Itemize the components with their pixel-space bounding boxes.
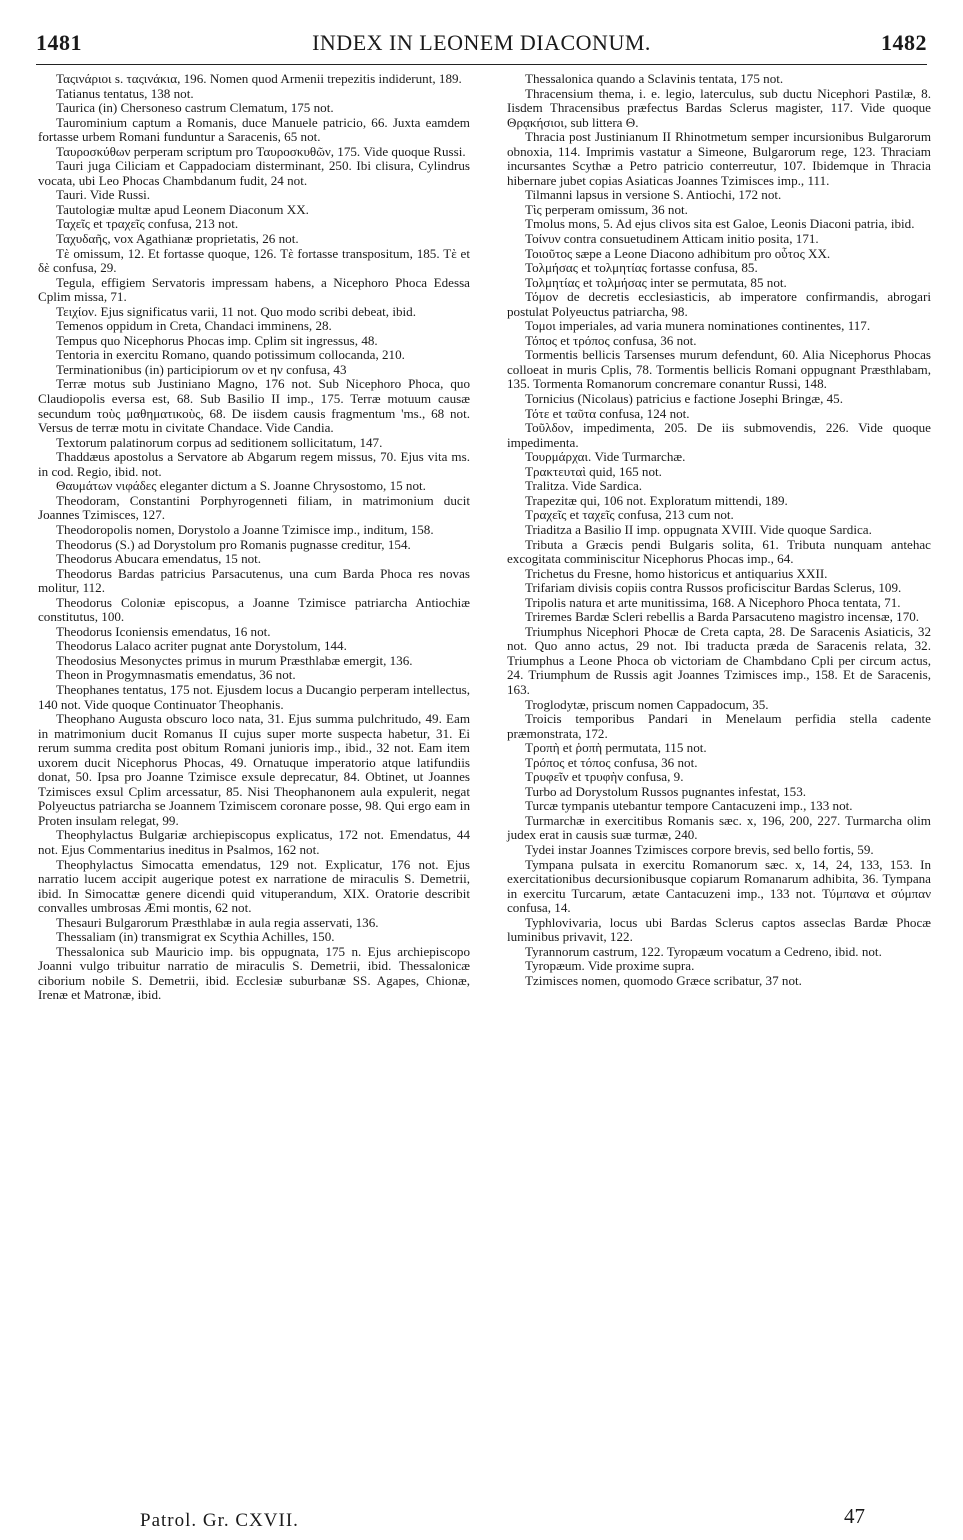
index-entry: Turmarchæ in exercitibus Romanis sæc. x, 196, 200, 227. Turmarcha olim judex erat in causis suæ turmæ, 240. — [507, 812, 931, 843]
index-entry: Theodorus Coloniæ episcopus, a Joanne Tzimisce patriarcha Antiochiæ constitutus, 100. — [38, 594, 470, 625]
index-entry: Tzimisces nomen, quomodo Græce scribatur, 37 not. — [525, 972, 802, 988]
index-entry: Tautologiæ multæ apud Leonem Diaconum XX. — [56, 201, 309, 217]
index-entry: Theodorus Lalaco acriter pugnat ante Dorystolum, 144. — [56, 638, 347, 654]
index-entry: Typhlovivaria, locus ubi Bardas Sclerus captos asseclas Bardæ Phocæ luminibus privavit, 122. — [507, 914, 931, 945]
page-number-left: 1481 — [36, 30, 82, 55]
index-entry: Tyrannorum castrum, 122. Tyropæum vocatum a Cedreno, ibid. not. — [525, 943, 882, 959]
index-entry: Theon in Progymnasmatis emendatus, 36 not. — [56, 667, 296, 683]
index-entry: Temenos oppidum in Creta, Chandaci imminens, 28. — [56, 318, 332, 334]
index-entry: Tὲ omissum, 12. Et fortasse quoque, 126. Tὲ fortasse transpositum, 185. Tὲ et δὲ confusa, 29. — [38, 245, 470, 276]
index-entry: Theophylactus Bulgariæ archiepiscopus explicatus, 172 not. Emendatus, 44 not. Ejus Commentarius ineditus in Psalmos, 162 not. — [38, 827, 470, 857]
index-entry: Trifariam divisis copiis contra Russos proficiscitur Bardas Sclerus, 109. — [525, 580, 902, 596]
index-entry: Tympana pulsata in exercitu Romanorum sæc. x, 14, 24, 133, 153. In exercitationibus decursionibusque copiarum Romanarum adhibita, 36. Tympana in exercitu Turcarum, ætate Cantacuzeni imp., 133 not. Τύμπανα et σύμπαν confusa, 14. — [507, 856, 931, 916]
index-entry: Trapezitæ qui, 106 not. Exploratum mittendi, 189. — [525, 492, 788, 508]
index-entry: Turcæ tympanis utebantur tempore Cantacuzeni imp., 133 not. — [525, 798, 853, 814]
index-entry: Tydei instar Joannes Tzimisces corpore brevis, sed bello fortis, 59. — [525, 841, 874, 857]
header-rule — [36, 64, 927, 65]
index-entry: Theodosius Mesonyctes primus in murum Præsthlabæ emergit, 136. — [56, 652, 413, 668]
index-entry: Theodoropolis nomen, Dorystolo a Joanne Tzimisce imp., inditum, 158. — [56, 521, 434, 537]
index-entry: Textorum palatinorum corpus ad seditionem sollicitatum, 147. — [56, 434, 383, 450]
index-entry: Τοιοῦτος sæpe a Leone Diacono adhibitum pro οὗτος XX. — [525, 245, 831, 261]
index-entry: Tegula, effigiem Servatoris impressam habens, a Nicephoro Phoca Edessa Cplim missa, 71. — [38, 274, 470, 305]
index-entry: Tyropæum. Vide proxime supra. — [525, 958, 695, 974]
index-entry: Ταςινάριοι s. ταςινάκια, 196. Nomen quod Armenii trepezitis indiderunt, 189. — [56, 71, 462, 86]
index-entry: Theophanes tentatus, 175 not. Ejusdem locus a Ducangio perperam intellectus, 140 not. Vide quoque Continuator Theophanis. — [38, 681, 470, 712]
index-entry: Τροπὴ et ῥοπὴ permutata, 115 not. — [525, 740, 707, 756]
index-entry: Thessaliam (in) transmigrat ex Scythia Achilles, 150. — [56, 929, 335, 945]
index-entry: Tralitza. Vide Sardica. — [525, 478, 643, 494]
page-title: INDEX IN LEONEM DIACONUM. — [312, 30, 651, 55]
index-entry: Tripolis natura et arte munitissima, 168. A Nicephoro Phoca tentata, 71. — [525, 594, 901, 610]
index-entry: Thesauri Bulgarorum Præsthlabæ in aula regia asservati, 136. — [56, 914, 379, 930]
index-entry: Terræ motus sub Justiniano Magno, 176 not. Sub Nicephoro Phoca, quo Claudiopolis eversa est, 68. Sub Basilio II imp., 175. Terræ motuum causæ secundum τοὺς μαθηματικοὺς, 68. De iisdem causis fragmentum 'ms., 68 not. Versus de terræ motu in civitate Chandace. Vide Candia. — [38, 376, 470, 436]
index-entry: Τοίνυν contra consuetudinem Atticam initio posita, 171. — [525, 231, 819, 247]
index-entry: Τὶς perperam omissum, 36 not. — [525, 201, 688, 217]
index-entry: Tempus quo Nicephorus Phocas imp. Cplim sit ingressus, 48. — [56, 332, 378, 348]
index-entry: Τόπος et τρόπος confusa, 36 not. — [525, 332, 697, 348]
index-entry: Tilmanni lapsus in versione S. Antiochi, 172 not. — [525, 187, 782, 203]
index-entry: Theodorus Bardas patricius Parsacutenus, una cum Barda Phoca res novas molitur, 112. — [38, 565, 470, 596]
index-entry: Τρόπος et τόπος confusa, 36 not. — [525, 754, 698, 770]
index-entry: Tributa a Græcis pendi Bulgaris solita, 61. Tributa nunquam antehac excogitata comminiscitur Nicephorus Phocas imp., 64. — [507, 536, 931, 567]
index-entry: Ταχυδαῆς, vox Agathianæ proprietatis, 26 not. — [56, 231, 299, 247]
index-entry: Θαυμάτων νιφάδες eleganter dictum a S. Joanne Chrysostomo, 15 not. — [56, 478, 426, 494]
index-entry: Terminationibus (in) participiorum ον et ην confusa, 43 — [56, 361, 347, 377]
index-entry: Τοῦλδον, impedimenta, 205. De iis submovendis, 226. Vide quoque impedimenta. — [507, 420, 931, 450]
page-number-right: 1482 — [881, 30, 927, 55]
index-entry: Taurica (in) Chersoneso castrum Clematum, 175 not. — [56, 100, 334, 116]
index-entry: Theophano Augusta obscuro loco nata, 31. Ejus summa pulchritudo, 49. Eam in matrimonium ducit Romanus II cujus super morte suspecta habetur, 31. Ei rerum summa credita post obitum Romani junioris imp., ibid., 32 not. Eam item uxorem ducit Nicephorus Phocas, 49. Ornatuque imperatorio atque latifundiis donat, 50. Ipsa pro Joanne Tzimisce exsule deprecatur, 84. Obtinet, ut Joannes Tzimisces exsul Cplim arcessatur, 85. Nisi Theophanonem aula expulerit, negat Polyeuctus patriarcha se Joannem Tzimiscem coronare posse, 98. Qui ergo eam in Proten insulam relegat, 99. — [38, 711, 470, 828]
index-entry: Tentoria in exercitu Romano, quando potissimum collocanda, 210. — [56, 347, 405, 363]
index-entry: Triumphus Nicephori Phocæ de Creta capta, 28. De Saracenis Asiaticis, 32 not. Quo anno actus, 29 not. Ibi traducta præda de Saracenis relata, 32. Triumphus a Leone Phoca ob victoriam de Chambdano Cpli per circum actus, 24. Triumphum de Russis agit Joannes Tzimisces imp., 158. Et de Saracenis, 163. — [507, 623, 931, 697]
index-entry: Ταχεῖς et τραχεῖς confusa, 213 not. — [56, 216, 239, 232]
index-entry: Thracensium thema, i. e. legio, laterculus, sub ductu Nicephori Pastilæ, 8. Iisdem Thracensibus præfectus Bardas Sclerus magister, 117. Vide quoque Θρᾳκήσιοι, sub littera Θ. — [507, 85, 931, 130]
index-entry: Τολμητίας et τολμήσας inter se permutata, 85 not. — [525, 274, 787, 290]
index-entry: Taurominium captum a Romanis, duce Manuele patricio, 66. Juxta eamdem fortasse urbem Romani funduntur a Saracenis, 65 not. — [38, 114, 470, 145]
index-entry: Theodorus Abucara emendatus, 15 not. — [56, 551, 262, 567]
index-entry: Troglodytæ, priscum nomen Cappadocum, 35. — [525, 696, 769, 712]
index-entry: Τραχεῖς et ταχεῖς confusa, 213 cum not. — [525, 507, 734, 523]
index-entry: Theophylactus Simocatta emendatus, 129 not. Explicatur, 176 not. Ejus narratio lucem accipit augerique potest ex narratione de miraculis S. Demetrii, ibid. In Simocattæ genere dicendi quid vituperandum, XIX. Oratorie describit convalles umbrosas Æmi montis, 62 not. — [38, 856, 470, 916]
index-entry: Τουρμάρχαι. Vide Turmarchæ. — [525, 449, 686, 465]
index-entry: Τολμήσας et τολμητίας fortasse confusa, 85. — [525, 260, 758, 276]
footer-number: 47 — [844, 1504, 865, 1528]
index-entry: Thracia post Justinianum II Rhinotmetum semper incursionibus Bulgarorum obnoxia, 114. Imprimis vastatur a Simeone, Bulgarorum rege, 123. Thraciam incursantes Scythæ a Petro patricio conterreutur, 107. Ibidemque in Thracia hibernare jubet copias Asiaticas Joannes Tzimisces imp., 111. — [507, 129, 931, 188]
index-entry: Thaddæus apostolus a Servatore ab Abgarum regem missus, 70. Ejus vita ms. in cod. Regio, ibid. not. — [38, 449, 470, 479]
footer-signature: Patrol. Gr. CXVII. — [140, 1510, 299, 1531]
index-entry: Tmolus mons, 5. Ad ejus clivos sita est Galoe, Leonis Diaconi patria, ibid. — [525, 216, 915, 232]
left-column — [38, 72, 470, 1003]
page-header — [36, 30, 927, 64]
index-entry: Thessalonica sub Mauricio imp. bis oppugnata, 175 n. Ejus archiepiscopo Joanni vulgo tribuitur narratio de miraculis S. Demetrii, ibid. Thessalonicæ ciborium nobile S. Demetrii, ibid. Ecclesiæ suburbanæ SS. Agapes, Chionæ, Irenæ et Matronæ, ibid. — [38, 943, 470, 1003]
index-entry: Theodorus (S.) ad Dorystolum pro Romanis pugnasse creditur, 154. — [56, 536, 411, 552]
index-entry: Theodorus Iconiensis emendatus, 16 not. — [56, 623, 271, 639]
index-entry: Tormentis bellicis Tarsenses murum defendunt, 60. Alia Nicephorus Phocas colloeat in muris Cplis, 78. Tormentis bellicis Romani oppugnant Præsthlabam, 135. Tormenta Romanorum concremare conantur Russi, 148. — [507, 347, 931, 392]
index-entry: Triremes Bardæ Scleri rebellis a Barda Parsacuteno magistro incensæ, 170. — [525, 609, 920, 625]
index-entry: Τειχίον. Ejus significatus varii, 11 not. Quo modo scribi debeat, ibid. — [56, 303, 417, 319]
index-entry: Troicis temporibus Pandari in Menelaum perfidia stella cadente præmonstrata, 172. — [507, 711, 931, 741]
index-entry: Trichetus du Fresne, homo historicus et antiquarius XXII. — [525, 565, 828, 581]
index-entry: Thessalonica quando a Sclavinis tentata, 175 not. — [525, 71, 784, 86]
index-entry: Turbo ad Dorystolum Russos pugnantes infestat, 153. — [525, 783, 807, 799]
index-entry: Τόμον de decretis ecclesiasticis, ab imperatore confirmandis, abrogari postulat Polyeuctus patriarcha, 98. — [507, 289, 931, 319]
index-entry: Τότε et ταῦτα confusa, 124 not. — [525, 405, 690, 421]
index-entry: Theodoram, Constantini Porphyrogenneti filiam, in matrimonium ducit Joannes Tzimisces, 127. — [38, 492, 470, 523]
index-entry: Τρυφεῖν et τρυφὴν confusa, 9. — [525, 769, 684, 785]
index-entry: Tauri juga Ciliciam et Cappadociam disterminant, 250. Ibi clisura, Cylindrus vocata, ubi Leo Phocas Chambdanum fudit, 24 not. — [38, 158, 470, 188]
index-entry: Tauri. Vide Russi. — [56, 187, 151, 203]
right-column — [507, 72, 931, 988]
index-entry: Tornicius (Nicolaus) patricius e factione Josephi Bringæ, 45. — [525, 391, 843, 407]
index-entry: Triaditza a Basilio II imp. oppugnata XVIII. Vide quoque Sardica. — [525, 521, 872, 537]
index-entry: Ταυροσκύθων perperam scriptum pro Ταυροσκυθῶν, 175. Vide quoque Russi. — [56, 143, 466, 159]
index-entry: Τρακτευταὶ quid, 165 not. — [525, 463, 662, 479]
index-entry: Τομοι imperiales, ad varia munera nominationes continentes, 117. — [525, 318, 871, 334]
index-entry: Tatianus tentatus, 138 not. — [56, 85, 194, 101]
